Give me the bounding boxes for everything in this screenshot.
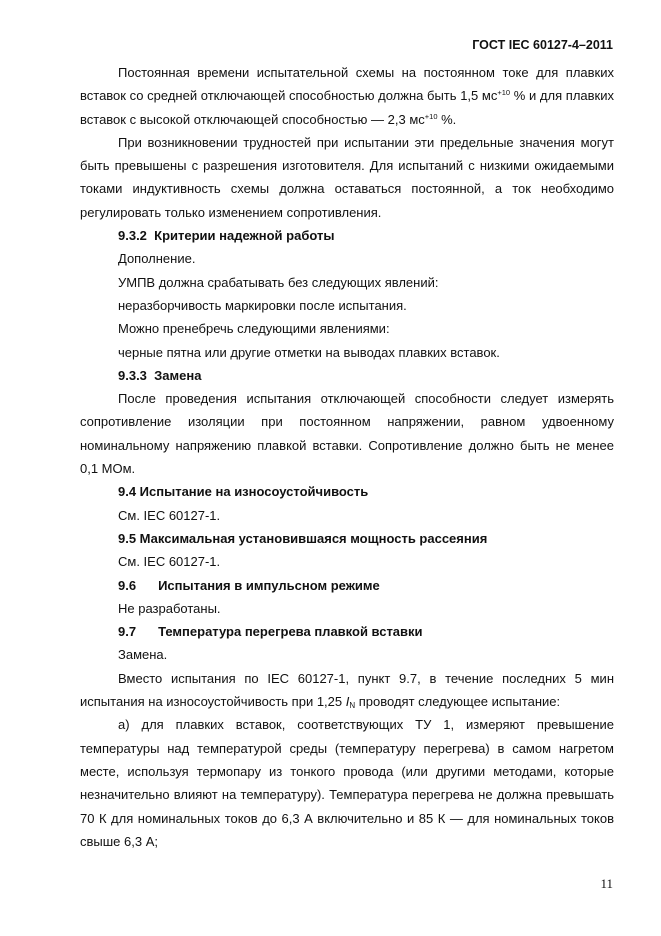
paragraph-insulation-resistance: После проведения испытания отключающей способности следует измерять сопротивление изоляции при постоянном напряжении, равном удвоенному номинальному напряжению плавкой вставки. Сопротивление должно быть не менее 0,1 МОм. xyxy=(80,391,614,477)
paragraph-see-iec-1: См. IEC 60127-1. xyxy=(118,507,221,523)
heading-9-4: 9.4 Испытание на износоустойчивость xyxy=(118,484,369,500)
paragraph-temperature-rise-list-item-a: а) для плавких вставок, соответствующих ТУ 1, измеряют превышение температуры над температурой среды (температуру перегрева) в самом нагретом месте, используя термопару из тонкого провода (или другими методами, которые незначительно влияют на температуру). Температура перегрева не должна превышать 70 К для номинальных токов до 6,3 А включительно и 85 К — для номинальных токов свыше 6,3 А; xyxy=(80,717,614,849)
paragraph-neglect-phenomena: Можно пренебречь следующими явлениями: xyxy=(118,321,390,337)
paragraph-umpv-must-operate: УМПВ должна срабатывать без следующих явлений: xyxy=(118,274,439,290)
heading-9-3-2: 9.3.2 Критерии надежной работы xyxy=(118,228,335,244)
paragraph-limits-exceeded: При возникновении трудностей при испытании эти предельные значения могут быть превышены с разрешения изготовителя. Для испытаний с низкими ожидаемыми токами индуктивность схемы должна оставаться постоянной, а ток необходимо регулировать только изменением сопротивления. xyxy=(80,134,614,220)
standard-code: ГОСТ IEC 60127-4–2011 xyxy=(472,38,613,52)
heading-9-6: 9.6 Испытания в импульсном режиме xyxy=(118,577,380,593)
paragraph-marking-illegibility: неразборчивость маркировки после испытания. xyxy=(118,297,407,313)
page-content xyxy=(80,61,614,853)
paragraph-instead-of-test: Вместо испытания по IEC 60127-1, пункт 9.7, в течение последних 5 мин испытания на износоустойчивость при 1,25 $I_N$ проводят следующее испытание: xyxy=(80,670,614,711)
heading-9-5: 9.5 Максимальная установившаяся мощность рассеяния xyxy=(118,530,488,546)
page-number: 11 xyxy=(600,876,613,891)
heading-9-7: 9.7 Температура перегрева плавкой вставки xyxy=(118,624,423,640)
paragraph-addition: Дополнение. xyxy=(118,251,196,267)
paragraph-not-developed: Не разработаны. xyxy=(118,600,221,616)
paragraph-replacement: Замена. xyxy=(118,647,168,663)
paragraph-black-spots: черные пятна или другие отметки на выводах плавких вставок. xyxy=(118,344,500,360)
paragraph-time-constant: Постоянная времени испытательной схемы на постоянном токе для плавких вставок со средней отключающей способностью должна быть 1,5 $мс^{+10}$ % и для плавких вставок с высокой отключающей способностью — 2,3 $мс^{+10}$ %. xyxy=(80,65,614,127)
heading-9-3-3: 9.3.3 Замена xyxy=(118,367,202,383)
paragraph-see-iec-2: См. IEC 60127-1. xyxy=(118,554,221,570)
